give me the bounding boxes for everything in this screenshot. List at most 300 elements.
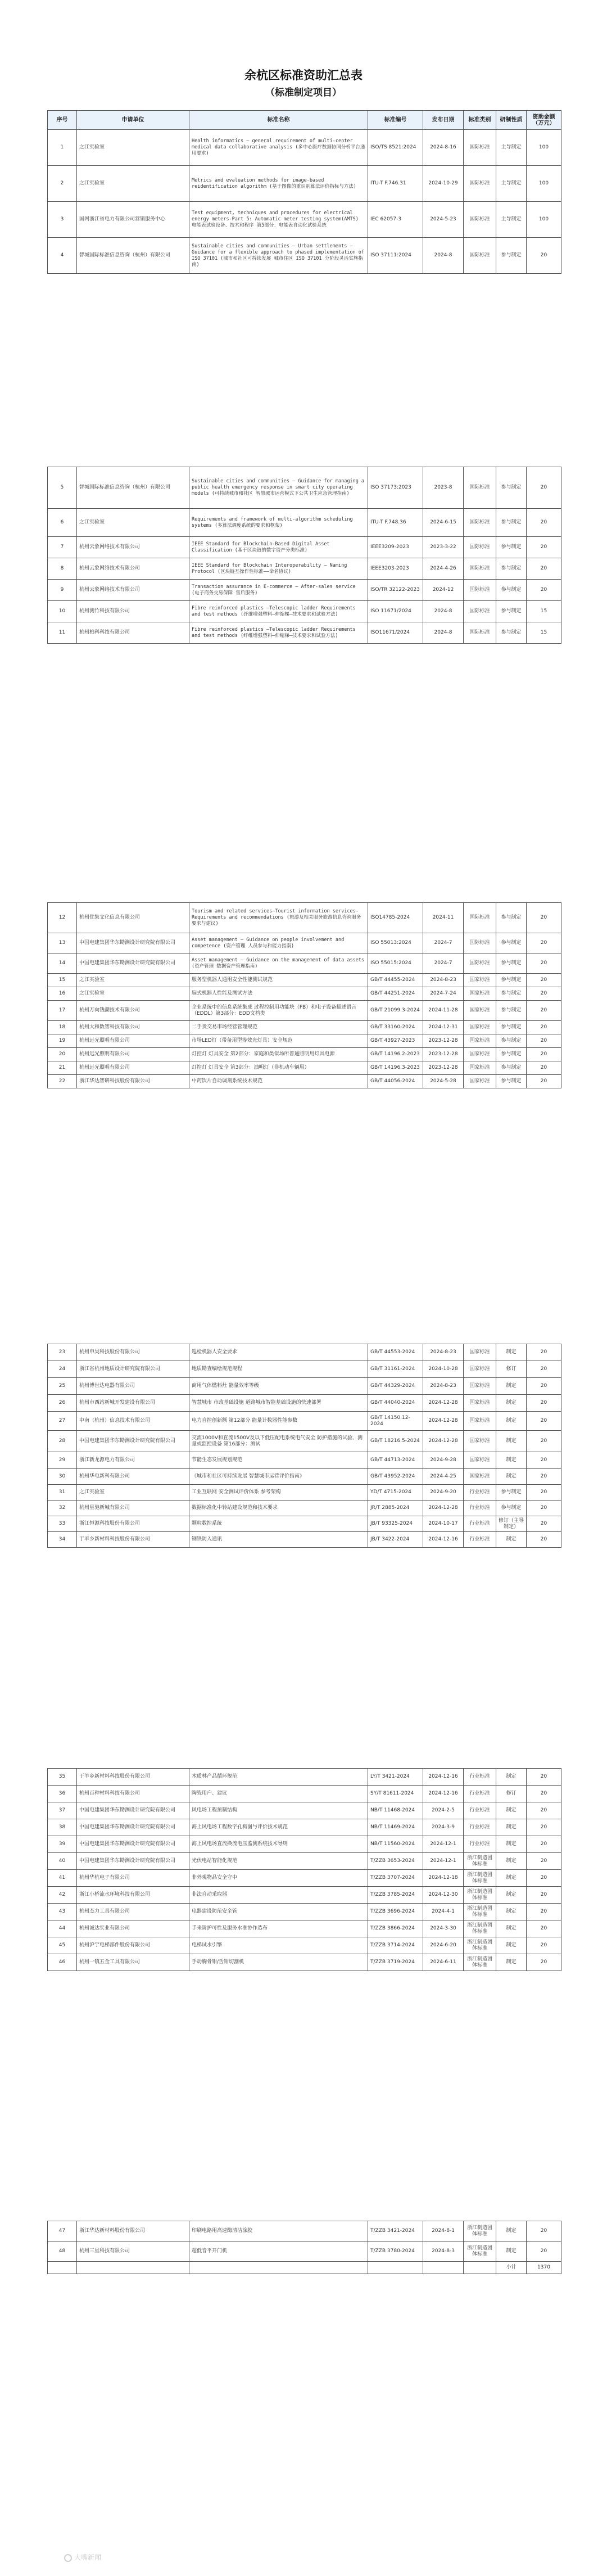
table-cell: 中国电建集团华东勘测设计研究院有限公司 (77, 1836, 189, 1853)
table-cell: 参与制定 (496, 467, 527, 509)
table-row (48, 1001, 561, 1021)
table-cell: 20 (527, 1786, 561, 1802)
table-page-2 (47, 467, 561, 644)
table-cell: 国家标准 (464, 1395, 496, 1412)
table-cell: 光伏电站智能化规范 (189, 1853, 368, 1870)
table-cell: 中南（杭州）信息技术有限公司 (77, 1412, 189, 1431)
table-cell: 20 (527, 1802, 561, 1819)
table-cell: 参与制定 (496, 580, 527, 601)
table-cell: 参与制定 (496, 987, 527, 1001)
table-cell: 国际标准 (464, 202, 496, 238)
total-label: 小计 (496, 2262, 527, 2274)
table-row (48, 537, 561, 558)
standards-table (47, 467, 561, 644)
table-cell: 20 (527, 537, 561, 558)
table-cell: 20 (527, 1836, 561, 1853)
table-cell: 制定 (496, 1469, 527, 1485)
table-cell: 2024-12-16 (423, 1769, 464, 1786)
table-cell: 杭州优集文化信息有限公司 (77, 903, 189, 933)
table-cell: 2024-5-23 (423, 202, 464, 238)
table-cell: 浙江制造团体标准 (464, 2221, 496, 2241)
table-row (48, 2221, 561, 2241)
table-cell: 33 (48, 1516, 77, 1532)
table-cell: 100 (527, 130, 561, 166)
table-cell: 34 (48, 1532, 77, 1548)
table-cell: 制定 (496, 2241, 527, 2262)
table-cell: 2024-2-5 (423, 1802, 464, 1819)
table-cell: 地质勘查编绘规范规程 (189, 1361, 368, 1378)
table-cell: 国家标准 (464, 1378, 496, 1395)
table-cell: 23 (48, 1344, 77, 1361)
table-cell: 于羊乡新材料科技股份有限公司 (77, 1532, 189, 1548)
table-cell: 14 (48, 953, 77, 974)
table-cell: 行业标准 (464, 1786, 496, 1802)
table-cell: 交流1000V和直流1500V及以下低压配电系统电气安全 防护措施的试验、测量或监控设备 第16部分：测试 (189, 1431, 368, 1452)
table-cell: 参与制定 (496, 1021, 527, 1034)
table-cell: 电力自控创新额 第12部分 能量计数器性能参数 (189, 1412, 368, 1431)
table-cell: 2023-8 (423, 467, 464, 509)
table-cell: 25 (48, 1378, 77, 1395)
table-cell: 2024-3-9 (423, 1819, 464, 1836)
table-cell: 20 (527, 1344, 561, 1361)
table-cell: 22 (48, 1075, 77, 1088)
table-cell: 杭州华杭电子有限公司 (77, 1870, 189, 1887)
table-cell: 浙江制造团体标准 (464, 1870, 496, 1887)
column-header: 发布日期 (423, 111, 464, 130)
table-cell: 行业标准 (464, 1501, 496, 1516)
table-row (48, 467, 561, 509)
table-row (48, 202, 561, 238)
table-cell: T/ZZB 3714-2024 (368, 1937, 423, 1954)
table-cell: 杭州云象网络技术有限公司 (77, 537, 189, 558)
table-cell: 国家标准 (464, 1452, 496, 1469)
table-row (48, 933, 561, 953)
table-cell: 2023-12-28 (423, 1061, 464, 1075)
table-cell: 国际标准 (464, 238, 496, 274)
table-page-1 (47, 110, 561, 274)
table-cell: IEC 62057-3 (368, 202, 423, 238)
table-cell: ITU-T F.746.31 (368, 166, 423, 202)
table-cell: 杭州百种材料科技有限公司 (77, 1786, 189, 1802)
logo-icon (64, 2554, 72, 2562)
table-row (48, 1075, 561, 1088)
table-cell: 2024-12-16 (423, 1532, 464, 1548)
table-cell: 20 (527, 987, 561, 1001)
table-cell: Sustainable cities and communities — Guidance for managing a public health emergency response in smart city operating models (可持续城市和社区 智慧城市运营模式下公共卫生应急管理指南) (189, 467, 368, 509)
table-cell: 20 (527, 580, 561, 601)
table-cell: 市场LED灯（带备用型等效光灯具）安全规范 (189, 1034, 368, 1048)
table-cell: 国际标准 (464, 601, 496, 622)
table-row (48, 1344, 561, 1361)
table-cell: 制定 (496, 1412, 527, 1431)
table-cell: 5 (48, 467, 77, 509)
table-cell: 杭州华电新科有限公司 (77, 1469, 189, 1485)
table-cell: 17 (48, 1001, 77, 1021)
table-cell: YD/T 4715-2024 (368, 1485, 423, 1501)
table-cell: GB/T 44040-2024 (368, 1395, 423, 1412)
table-cell: 2024-8-23 (423, 1378, 464, 1395)
table-cell: LY/T 3421-2024 (368, 1769, 423, 1786)
table-cell: 国际标准 (464, 622, 496, 644)
table-cell: 20 (527, 1516, 561, 1532)
table-row (48, 1954, 561, 1971)
table-cell: 16 (48, 987, 77, 1001)
table-cell: 2024-8-23 (423, 974, 464, 987)
table-cell: 18 (48, 1021, 77, 1034)
table-cell: 国际标准 (464, 558, 496, 580)
table-cell: GB/T 43927-2023 (368, 1034, 423, 1048)
table-cell: 45 (48, 1937, 77, 1954)
table-cell: ISO14785-2024 (368, 903, 423, 933)
table-cell: 28 (48, 1431, 77, 1452)
table-cell: GB/T 44455-2024 (368, 974, 423, 987)
table-cell: 木质林产品循环规范 (189, 1769, 368, 1786)
table-cell: 风电场工程预制结构 (189, 1802, 368, 1819)
table-cell: GB/T 21099.3-2024 (368, 1001, 423, 1021)
table-cell: 于羊乡新材料科技股份有限公司 (77, 1769, 189, 1786)
table-cell: 20 (527, 1452, 561, 1469)
table-cell: 20 (527, 1431, 561, 1452)
table-cell: GB/T 14150.12-2024 (368, 1412, 423, 1431)
table-cell: 企业系统中的信息系统集成 过程控制用功能块（FB）和电子设备描述语言（EDDL）第3部分：EDD文档类 (189, 1001, 368, 1021)
table-cell: 2024-12-28 (423, 1501, 464, 1516)
table-cell: 之江实验室 (77, 130, 189, 166)
table-cell: 20 (527, 558, 561, 580)
table-cell: Requirements and framework of multi-algorithm scheduling systems (多算法调度系统的要求和框架) (189, 509, 368, 537)
table-cell: 杭州三星科技有限公司 (77, 2241, 189, 2262)
table-row (48, 1870, 561, 1887)
table-cell: 9 (48, 580, 77, 601)
table-cell: 32 (48, 1501, 77, 1516)
table-cell: 制定 (496, 1452, 527, 1469)
table-cell: 41 (48, 1870, 77, 1887)
table-cell: Test equipment, techniques and procedures for electrical energy meters-Part 5: Automatic meter testing system(AMTS) 电能表试验设备、技术和程序 第5部分：电能表自动化试验系统 (189, 202, 368, 238)
table-cell: Transaction assurance in E-commerce — After-sales service (电子商务交易保障 售后服务) (189, 580, 368, 601)
table-cell: 2024-8-23 (423, 1344, 464, 1361)
watermark-text: 大嘴新闻 (74, 2554, 101, 2561)
table-cell: Asset management — Guidance on the management of data assets (资产管理 数据资产管理指南) (189, 953, 368, 974)
table-cell: 2024-12-18 (423, 1870, 464, 1887)
table-cell (368, 2262, 423, 2274)
table-cell: 杭州云象网络技术有限公司 (77, 580, 189, 601)
column-header: 标准编号 (368, 111, 423, 130)
table-cell: 20 (527, 1361, 561, 1378)
table-cell: IEEE Standard for Blockchain-Based Digital Asset Classification (基于区块链的数字资产分类标准) (189, 537, 368, 558)
table-cell: 印刷电路用高速酶清洁涂胶 (189, 2221, 368, 2241)
table-cell: 中国电建集团华东勘测设计研究院有限公司 (77, 933, 189, 953)
table-cell: 巡检机器人安全要求 (189, 1344, 368, 1361)
table-cell: 20 (527, 1034, 561, 1048)
table-cell: ISO 37173:2023 (368, 467, 423, 509)
table-cell: GB/T 44329-2024 (368, 1378, 423, 1395)
table-cell: 20 (527, 467, 561, 509)
column-header: 申请单位 (77, 111, 189, 130)
table-cell: 浙江制造团体标准 (464, 1920, 496, 1937)
table-cell: 制定 (496, 1532, 527, 1548)
table-cell: 国家标准 (464, 1001, 496, 1021)
table-cell: 参与制定 (496, 933, 527, 953)
table-cell: 国家标准 (464, 1034, 496, 1048)
table-cell: 浙江恒源科技股份有限公司 (77, 1516, 189, 1532)
table-cell: 参与制定 (496, 1001, 527, 1021)
table-cell: 行业标准 (464, 1516, 496, 1532)
table-cell: 35 (48, 1769, 77, 1786)
table-cell: 国家标准 (464, 1021, 496, 1034)
table-row (48, 1904, 561, 1920)
table-cell: 中国电建集团华东勘测设计研究院有限公司 (77, 1819, 189, 1836)
table-cell: Asset management — Guidance on people involvement and competence (资产管理 人员参与和能力指南) (189, 933, 368, 953)
table-cell: GB/T 44251-2024 (368, 987, 423, 1001)
table-cell: 海上风电场工程数字孔构图与评价技术规范 (189, 1819, 368, 1836)
table-cell: 2024-4-1 (423, 1904, 464, 1920)
table-cell: 浙江制造团体标准 (464, 1904, 496, 1920)
table-row (48, 238, 561, 274)
column-header: 标准类别 (464, 111, 496, 130)
table-cell: 国家标准 (464, 1361, 496, 1378)
table-cell: 杭州柏科科技有限公司 (77, 622, 189, 644)
table-row (48, 166, 561, 202)
table-cell: T/ZZB 3696-2024 (368, 1904, 423, 1920)
table-cell: 之江实验室 (77, 987, 189, 1001)
table-cell: 国际标准 (464, 953, 496, 974)
table-cell: 20 (527, 1769, 561, 1786)
table-cell: 修订 (496, 1786, 527, 1802)
table-cell: 20 (527, 1061, 561, 1075)
table-cell: 2024-6-20 (423, 1937, 464, 1954)
table-cell: 100 (527, 166, 561, 202)
table-cell: 20 (527, 1048, 561, 1061)
table-cell: 2024-8-1 (423, 2221, 464, 2241)
table-cell: 20 (527, 1937, 561, 1954)
table-cell: T/ZZB 3653-2024 (368, 1853, 423, 1870)
table-cell: 之江实验室 (77, 1485, 189, 1501)
table-cell: 38 (48, 1819, 77, 1836)
table-cell: ISO/TS 8521:2024 (368, 130, 423, 166)
table-cell: T/ZZB 3707-2024 (368, 1870, 423, 1887)
table-cell: 国家标准 (464, 1048, 496, 1061)
table-cell: 杭州远光照明有限公司 (77, 1048, 189, 1061)
table-cell: T/ZZB 3866-2024 (368, 1920, 423, 1937)
table-row (48, 1395, 561, 1412)
standards-table (47, 1768, 561, 1971)
table-cell: 主导制定 (496, 166, 527, 202)
table-cell: 杭州测竹科技有限公司 (77, 601, 189, 622)
table-cell: 2024-10-17 (423, 1516, 464, 1532)
table-cell: 制定 (496, 1819, 527, 1836)
table-cell: 参与制定 (496, 974, 527, 987)
table-cell: 参与制定 (496, 238, 527, 274)
table-cell: 2024-10-29 (423, 166, 464, 202)
table-cell: 杭州市西站新城开发建设有限公司 (77, 1395, 189, 1412)
table-cell: 国际标准 (464, 580, 496, 601)
table-cell: 制定 (496, 1802, 527, 1819)
table-cell: 制定 (496, 1870, 527, 1887)
table-cell: GB/T 44056-2024 (368, 1075, 423, 1088)
table-cell: 国际标准 (464, 130, 496, 166)
table-cell: 浙江制造团体标准 (464, 1954, 496, 1971)
table-cell: 制定 (496, 1836, 527, 1853)
table-cell (189, 2262, 368, 2274)
table-cell: 制定 (496, 2221, 527, 2241)
table-row (48, 1920, 561, 1937)
table-cell: 20 (527, 1904, 561, 1920)
table-row (48, 1034, 561, 1048)
table-row (48, 1469, 561, 1485)
table-cell: 20 (527, 2241, 561, 2262)
table-cell: 20 (527, 1001, 561, 1021)
table-cell: 20 (527, 953, 561, 974)
table-cell: GB/T 18216.5-2024 (368, 1431, 423, 1452)
table-cell: 浙江制造团体标准 (464, 2241, 496, 2262)
table-row (48, 1786, 561, 1802)
table-cell: 杭州杰力工具有限公司 (77, 1904, 189, 1920)
standards-table (47, 2221, 561, 2274)
table-cell: 制定 (496, 1887, 527, 1904)
table-cell: GB/T 33160-2024 (368, 1021, 423, 1034)
table-cell: 20 (527, 1501, 561, 1516)
table-cell: 行业标准 (464, 1532, 496, 1548)
table-cell: GB/T 14196.3-2023 (368, 1061, 423, 1075)
table-cell: 海上风电场直流换流电压监测系统技术导则 (189, 1836, 368, 1853)
table-cell: 电器建设防范安全管 (189, 1904, 368, 1920)
table-cell: 44 (48, 1920, 77, 1937)
table-cell: 2024-12-16 (423, 1786, 464, 1802)
table-cell: NB/T 11469-2024 (368, 1819, 423, 1836)
table-cell: 20 (527, 1853, 561, 1870)
table-cell: 参与制定 (496, 903, 527, 933)
table-cell: 之江实验室 (77, 509, 189, 537)
table-cell: GB/T 44713-2024 (368, 1452, 423, 1469)
table-cell: 主导制定 (496, 202, 527, 238)
table-header-row (48, 111, 561, 130)
table-cell: 电梯试水引擎 (189, 1937, 368, 1954)
table-cell: 26 (48, 1395, 77, 1412)
table-cell: GB/T 43952-2024 (368, 1469, 423, 1485)
table-row (48, 987, 561, 1001)
table-cell: 浙江省杭州地质设计研究院有限公司 (77, 1361, 189, 1378)
table-cell: ISO 11671/2024 (368, 601, 423, 622)
table-cell: JB/T 3422-2024 (368, 1532, 423, 1548)
table-cell: 2024-7 (423, 933, 464, 953)
table-cell: 杭州申昊科技股份有限公司 (77, 1344, 189, 1361)
table-cell: 47 (48, 2221, 77, 2241)
table-cell: SY/T 81611-2024 (368, 1786, 423, 1802)
table-cell (423, 2262, 464, 2274)
table-cell: 11 (48, 622, 77, 644)
table-cell: 参与制定 (496, 1075, 527, 1088)
table-cell: 智城国际标准信息咨询（杭州）有限公司 (77, 467, 189, 509)
column-header: 研制性质 (496, 111, 527, 130)
table-cell: 参与制定 (496, 1485, 527, 1501)
table-cell: 陶瓷用户、建议 (189, 1786, 368, 1802)
table-cell (464, 2262, 496, 2274)
table-row (48, 1501, 561, 1516)
table-cell: 2024-12-28 (423, 1395, 464, 1412)
table-cell: 2024-7 (423, 953, 464, 974)
table-cell: 2024-11 (423, 903, 464, 933)
table-cell: 制定 (496, 1904, 527, 1920)
table-cell: 国家标准 (464, 1075, 496, 1088)
table-cell: 2024-9-20 (423, 1485, 464, 1501)
column-header: 序号 (48, 111, 77, 130)
table-cell: 杭州远光照明有限公司 (77, 1061, 189, 1075)
table-cell: 参与制定 (496, 953, 527, 974)
table-cell: Fibre reinforced plastics —Telescopic ladder Requirements and test methods (纤维增强塑料—伸缩梯—技术要求和试验方法) (189, 622, 368, 644)
table-cell: 国家标准 (464, 974, 496, 987)
table-cell: 20 (48, 1048, 77, 1061)
table-cell: 48 (48, 2241, 77, 2262)
table-cell: 2024-10-28 (423, 1361, 464, 1378)
table-cell: 4 (48, 238, 77, 274)
table-cell: Health informatics — general requirement of multi-center medical data collaborative analysis (多中心医疗数据协同分析平台通用要求) (189, 130, 368, 166)
table-cell: 2024-12-28 (423, 1412, 464, 1431)
table-cell: 37 (48, 1802, 77, 1819)
table-row (48, 1532, 561, 1548)
table-cell: IEEE Standard for Blockchain Interoperability — Naming Protocol (区块链互操作性标准——命名协议) (189, 558, 368, 580)
table-row (48, 1802, 561, 1819)
table-cell: 杭州万向钱潮技术有限公司 (77, 1001, 189, 1021)
table-cell: ISO 55013:2024 (368, 933, 423, 953)
table-cell: 2024-8 (423, 622, 464, 644)
table-cell: 20 (527, 1887, 561, 1904)
table-cell: 浙江制造团体标准 (464, 1887, 496, 1904)
table-cell: 行业标准 (464, 1819, 496, 1836)
table-cell: 国际标准 (464, 467, 496, 509)
table-row (48, 1061, 561, 1075)
table-cell: 手动胸骨钳/舌钳切割机 (189, 1954, 368, 1971)
table-row (48, 903, 561, 933)
table-cell: 21 (48, 1061, 77, 1075)
table-cell: Metrics and evaluation methods for image-based reidentification algorithm (基于图像的重识别算法评价指标与方法) (189, 166, 368, 202)
table-cell: 2024-4-26 (423, 558, 464, 580)
table-cell: 36 (48, 1786, 77, 1802)
table-page-6 (47, 2221, 561, 2274)
table-cell: 31 (48, 1485, 77, 1501)
table-cell: 杭州远光照明有限公司 (77, 1034, 189, 1048)
table-cell: 浙江华达智研科技股份有限公司 (77, 1075, 189, 1088)
table-cell: 8 (48, 558, 77, 580)
table-cell: 2024-8 (423, 238, 464, 274)
table-cell: 参与制定 (496, 509, 527, 537)
table-row (48, 558, 561, 580)
table-row (48, 1769, 561, 1786)
table-cell: 12 (48, 903, 77, 933)
table-cell: 制定 (496, 1920, 527, 1937)
table-cell: 浙江新龙源电力有限公司 (77, 1452, 189, 1469)
table-cell: 制定 (496, 1853, 527, 1870)
table-cell: 之江实验室 (77, 974, 189, 987)
table-cell: 国家标准 (464, 1061, 496, 1075)
table-row (48, 1021, 561, 1034)
table-cell: 国际标准 (464, 166, 496, 202)
page-subtitle: （标准制定项目） (265, 87, 342, 98)
table-cell: 国家标准 (464, 1344, 496, 1361)
table-cell: 制定 (496, 1344, 527, 1361)
table-cell: 2024-12-28 (423, 1431, 464, 1452)
table-cell: 行业标准 (464, 1802, 496, 1819)
table-cell: 20 (527, 1532, 561, 1548)
table-cell: 国家标准 (464, 987, 496, 1001)
table-cell: 中国电建集团华东勘测设计研究院有限公司 (77, 1802, 189, 1819)
table-cell: 智慧城市 市政基础设施 道路城市智能基础设施的快速部署 (189, 1395, 368, 1412)
table-cell: 20 (527, 1920, 561, 1937)
table-cell: 27 (48, 1412, 77, 1431)
table-cell: 2024-12-31 (423, 1021, 464, 1034)
table-cell: 主导制定 (496, 130, 527, 166)
table-cell: 行业标准 (464, 1836, 496, 1853)
table-cell: 国网浙江省电力有限公司营销服务中心 (77, 202, 189, 238)
table-cell: 浙江制造团体标准 (464, 1853, 496, 1870)
